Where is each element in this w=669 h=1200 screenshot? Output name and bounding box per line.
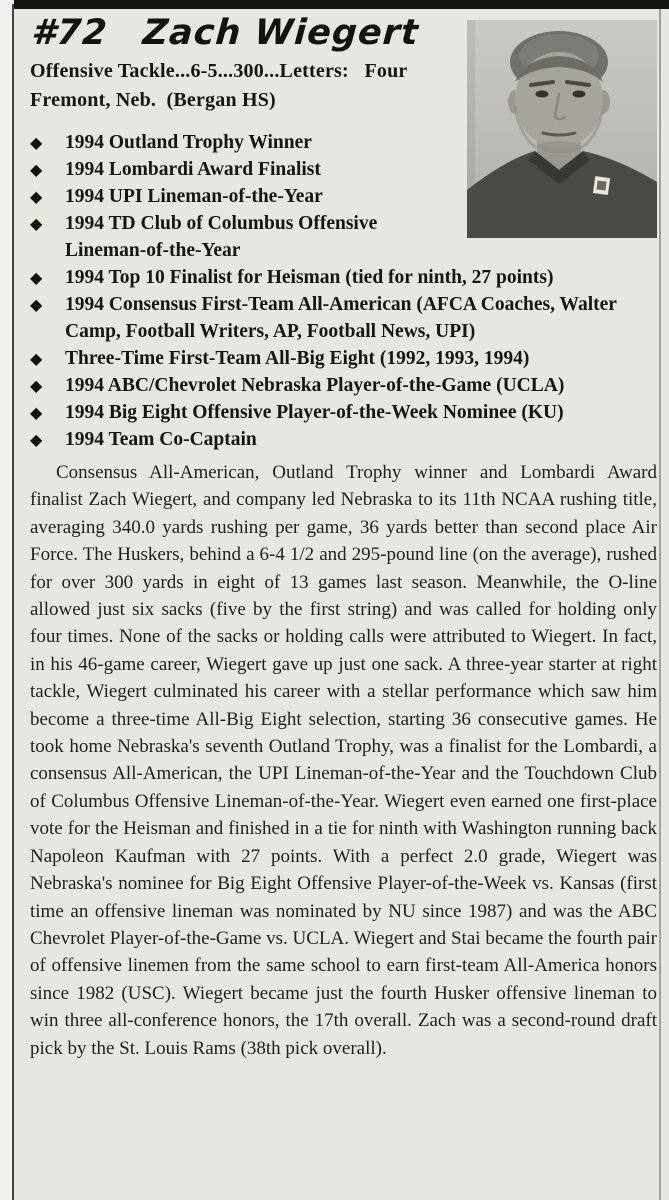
diamond-bullet-icon: ◆	[30, 214, 43, 233]
honor-item	[30, 399, 657, 426]
honor-item	[30, 372, 657, 399]
honor-text: 1994 Lombardi Award Finalist	[65, 159, 321, 180]
diamond-bullet-icon: ◆	[30, 187, 43, 206]
bio-paragraph: Consensus All-American, Outland Trophy winner and Lombardi Award finalist Zach Wiegert, and company led Nebraska to its 11th NCAA rushing title, averaging 340.0 yards rushing per game, 36 yards better than second place Air Force. The Huskers, behind a 6-4 1/2 and 295-pound line (on the average), rushed for over 300 yards in eight of 13 games last season. Meanwhile, the O-line allowed just six sacks (five by the first string) and was called for holding only four times. None of the sacks or holding calls were attributed to Wiegert. In fact, in his 46-game career, Wiegert gave up just one sack. A three-year starter at right tackle, Wiegert culminated his career with a stellar performance which saw him become a three-time All-Big Eight selection, starting 36 consecutive games. He took home Nebraska's seventh Outland Trophy, was a finalist for the Lombardi, a consensus All-American, the UPI Lineman-of-the-Year and the Touchdown Club of Columbus Offensive Lineman-of-the-Year. Wiegert even earned one first-place vote for the Heisman and finished in a tie for ninth with Washington running back Napoleon Kaufman with 27 points. With a perfect 2.0 grade, Wiegert was Nebraska's nominee for Big Eight Offensive Player-of-the-Week vs. Kansas (first time an offensive lineman was nominated by NU since 1987) and was the ABC Chevrolet Player-of-the-Game vs. UCLA. Wiegert and Stai became the fourth pair of offensive linemen from the same school to earn first-team All-America honors since 1982 (USC). Wiegert became just the fourth Husker offensive lineman to win three all-conference honors, the 17th overall. Zach was a second-round draft pick by the St. Louis Rams (38th pick overall).	[30, 462, 657, 1059]
page-title	[30, 11, 660, 55]
jersey-number: #72	[30, 13, 109, 53]
diamond-bullet-icon: ◆	[30, 430, 43, 449]
honor-text: 1994 Top 10 Finalist for Heisman (tied for ninth, 27 points)	[65, 267, 554, 288]
hometown-line: Fremont, Neb. (Bergan HS)	[30, 89, 276, 111]
player-name: Zach Wiegert	[141, 13, 421, 53]
honor-item	[30, 345, 657, 372]
diamond-bullet-icon: ◆	[30, 403, 43, 422]
honor-text: 1994 Outland Trophy Winner	[65, 132, 312, 153]
diamond-bullet-icon: ◆	[30, 349, 43, 368]
right-border-rule	[659, 9, 661, 1200]
top-border-bar	[14, 0, 669, 9]
honor-text: 1994 Big Eight Offensive Player-of-the-Week Nominee (KU)	[65, 402, 564, 423]
diamond-bullet-icon: ◆	[30, 295, 43, 314]
bio-content	[30, 11, 657, 1062]
diamond-bullet-icon: ◆	[30, 268, 43, 287]
honor-text: 1994 TD Club of Columbus Offensive Lineman-of-the-Year	[65, 213, 378, 261]
honor-text: Three-Time First-Team All-Big Eight (1992, 1993, 1994)	[65, 348, 530, 369]
honor-text: 1994 UPI Lineman-of-the-Year	[65, 186, 323, 207]
left-border-rule	[12, 4, 14, 1200]
honor-item	[30, 426, 657, 453]
diamond-bullet-icon: ◆	[30, 133, 43, 152]
position-height-weight-line: Offensive Tackle...6-5...300...Letters: Four	[30, 60, 408, 82]
diamond-bullet-icon: ◆	[30, 376, 43, 395]
page-left-edge	[0, 0, 12, 1200]
honor-item	[30, 291, 657, 345]
honor-text: 1994 Team Co-Captain	[65, 429, 257, 450]
honor-item	[30, 264, 657, 291]
honor-text: 1994 ABC/Chevrolet Nebraska Player-of-the-Game (UCLA)	[65, 375, 565, 396]
honor-text: 1994 Consensus First-Team All-American (AFCA Coaches, Walter Camp, Football Writers, AP, Football News, UPI)	[65, 294, 617, 342]
diamond-bullet-icon: ◆	[30, 160, 43, 179]
